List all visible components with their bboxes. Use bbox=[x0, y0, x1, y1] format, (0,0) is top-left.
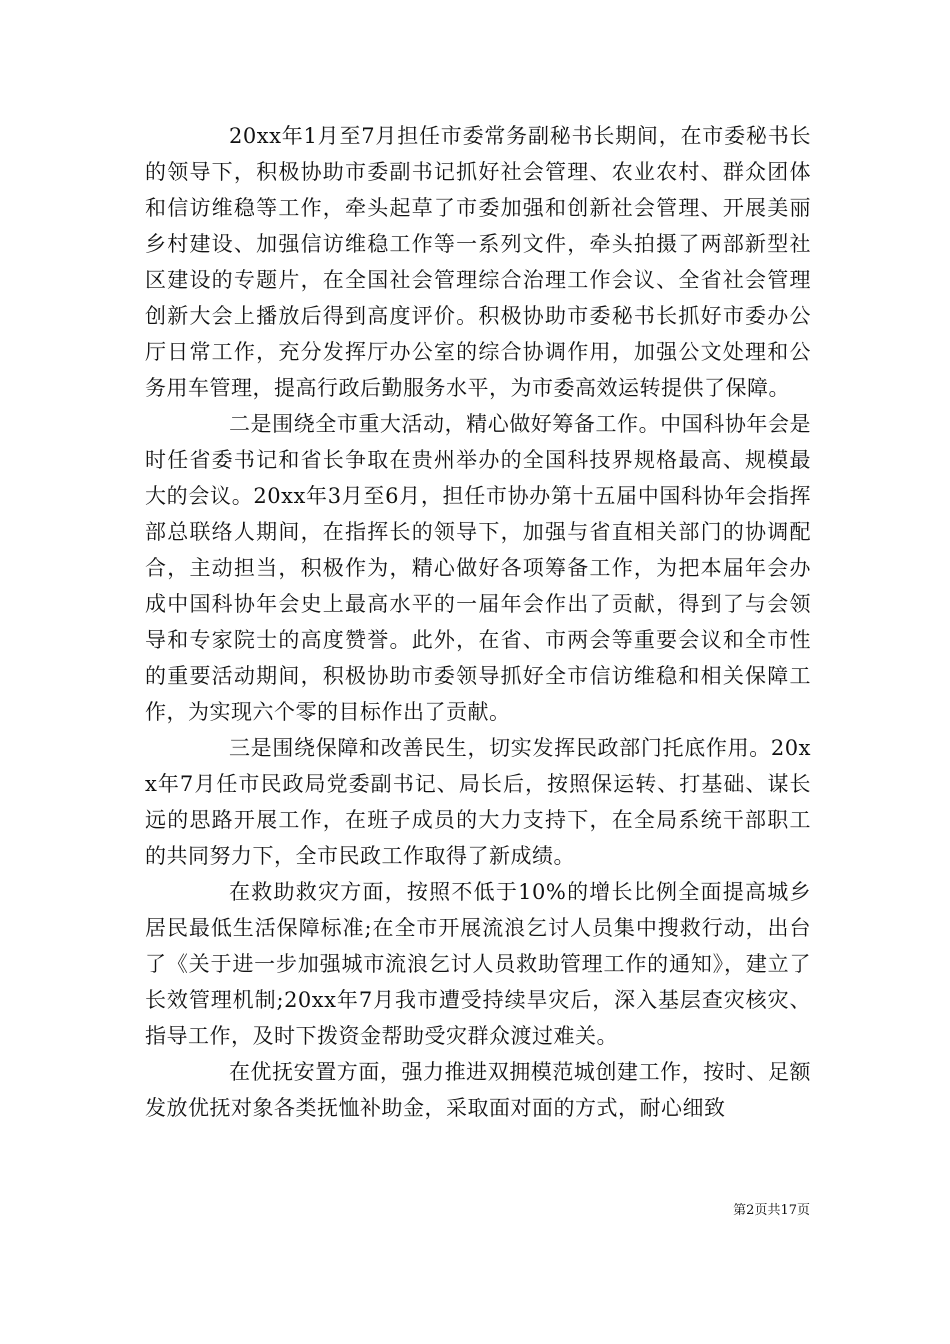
paragraph-relief-and-disaster: 在救助救灾方面，按照不低于10%的增长比例全面提高城乡居民最低生活保障标准;在全市开展流浪乞讨人员集中搜救行动，出台了《关于进一步加强城市流浪乞讨人员救助管理工作的通知》，建立了长效管理机制;20xx年7月我市遭受持续旱灾后，深入基层查灾核灾、指导工作，及时下拨资金帮助受灾群众渡过难关。 bbox=[145, 880, 811, 1048]
paragraph-deputy-secretary-general: 20xx年1月至7月担任市委常务副秘书长期间，在市委秘书长的领导下，积极协助市委副书记抓好社会管理、农业农村、群众团体和信访维稳等工作，牵头起草了市委加强和创新社会管理、开展美丽乡村建设、加强信访维稳工作等一系列文件，牵头拍摄了两部新型社区建设的专题片，在全国社会管理综合治理工作会议、全省社会管理创新大会上播放后得到高度评价。积极协助市委秘书长抓好市委办公厅日常工作，充分发挥厅办公室的综合协调作用，加强公文处理和公务用车管理，提高行政后勤服务水平，为市委高效运转提供了保障。 bbox=[145, 124, 811, 400]
page-number-footer: 第2页共17页 bbox=[733, 1203, 810, 1218]
document-body bbox=[145, 118, 811, 1126]
paragraph-civil-affairs: 三是围绕保障和改善民生，切实发挥民政部门托底作用。20xx年7月任市民政局党委副书记、局长后，按照保运转、打基础、谋长远的思路开展工作，在班子成员的大力支持下，在全局系统干部职工的共同努力下，全市民政工作取得了新成绩。 bbox=[145, 736, 811, 868]
paragraph-major-events: 二是围绕全市重大活动，精心做好筹备工作。中国科协年会是时任省委书记和省长争取在贵州举办的全国科技界规格最高、规模最大的会议。20xx年3月至6月，担任市协办第十五届中国科协年会指挥部总联络人期间，在指挥长的领导下，加强与省直相关部门的协调配合，主动担当，积极作为，精心做好各项筹备工作，为把本届年会办成中国科协年会史上最高水平的一届年会作出了贡献，得到了与会领导和专家院士的高度赞誉。此外，在省、市两会等重要会议和全市性的重要活动期间，积极协助市委领导抓好全市信访维稳和相关保障工作，为实现六个零的目标作出了贡献。 bbox=[145, 412, 811, 724]
paragraph-preferential-care: 在优抚安置方面，强力推进双拥模范城创建工作，按时、足额发放优抚对象各类抚恤补助金，采取面对面的方式，耐心细致 bbox=[145, 1060, 811, 1120]
